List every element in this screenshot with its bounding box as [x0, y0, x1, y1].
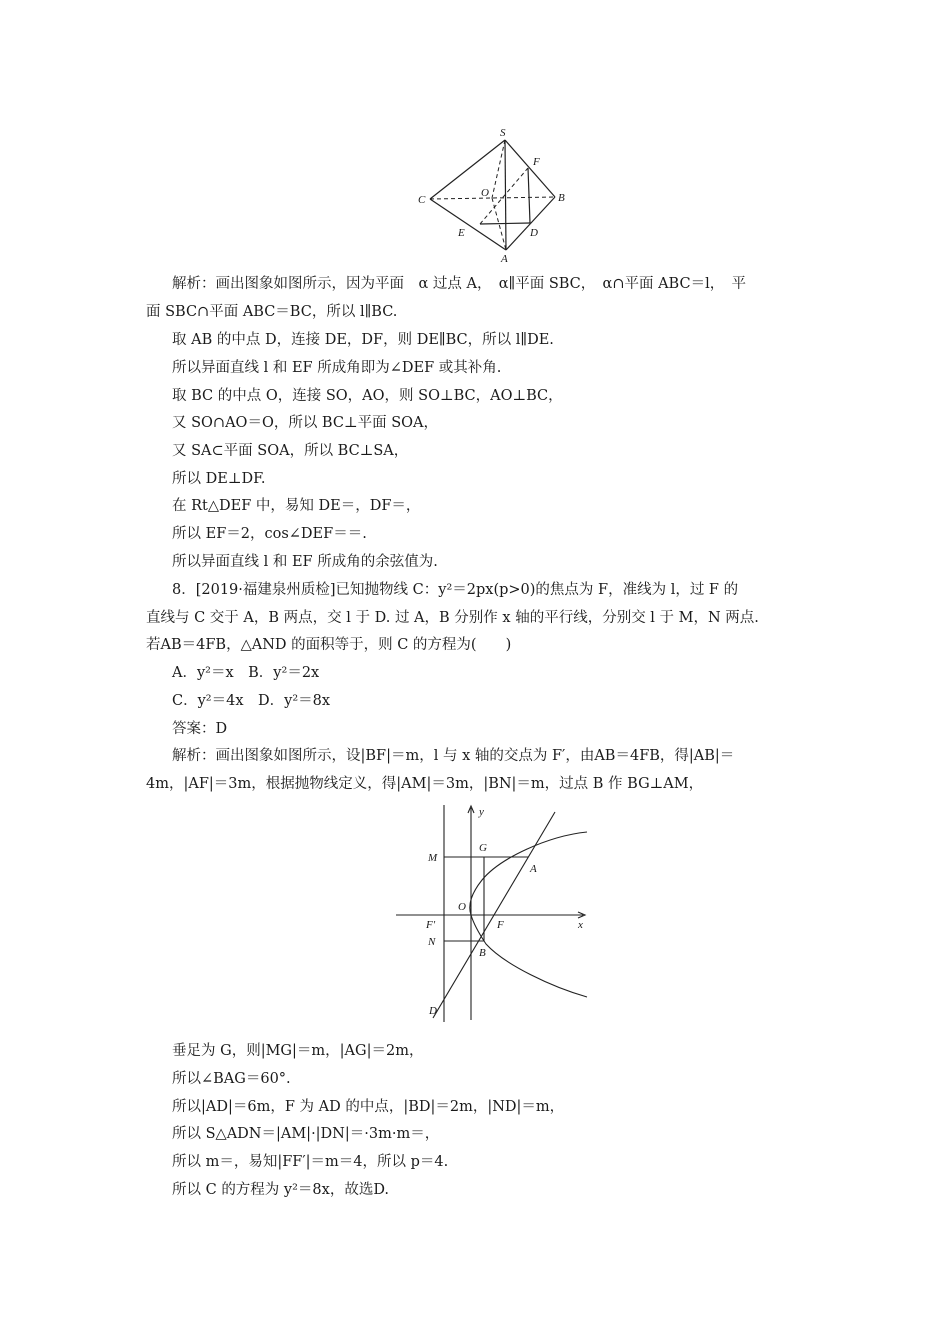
- label-F: F: [497, 919, 504, 931]
- text-line: 所以 S△ADN＝|AM|·|DN|＝·3m·m＝，: [172, 1126, 440, 1142]
- text-line: 取 AB 的中点 D，连接 DE，DF，则 DE∥BC，所以 l∥DE.: [172, 332, 554, 348]
- label-O: O: [481, 187, 489, 199]
- text-line: 4m，|AF|＝3m，根据抛物线定义，得|AM|＝3m，|BN|＝m，过点 B 作 BG⊥AM，: [146, 776, 704, 792]
- label-A: A: [501, 253, 508, 264]
- text-line: A．y²＝x B．y²＝2x: [172, 665, 320, 681]
- parabola-figure: [390, 800, 610, 1025]
- text-line: 直线与 C 交于 A，B 两点，交 l 于 D. 过 A，B 分别作 x 轴的平行线，分别交 l 于 M，N 两点.: [146, 610, 759, 626]
- text-line: 所以 DE⊥DF.: [172, 471, 266, 487]
- label-G: G: [479, 842, 487, 854]
- text-line: 又 SA⊂平面 SOA，所以 BC⊥SA，: [172, 443, 409, 459]
- label-F-prime: F′: [426, 919, 436, 931]
- text-line: 所以∠BAG＝60°.: [172, 1071, 291, 1087]
- text-line: 垂足为 G，则|MG|＝m，|AG|＝2m，: [172, 1043, 424, 1059]
- label-D: D: [429, 1005, 437, 1017]
- text-line: 所以 EF＝2，cos∠DEF＝＝.: [172, 526, 367, 542]
- label-M: M: [428, 852, 438, 864]
- label-A: A: [530, 863, 537, 875]
- text-line: 所以异面直线 l 和 EF 所成角即为∠DEF 或其补角.: [172, 360, 502, 376]
- text-line: 所以|AD|＝6m，F 为 AD 的中点，|BD|＝2m，|ND|＝m，: [172, 1099, 565, 1115]
- label-y: y: [479, 806, 484, 818]
- label-O: O: [458, 901, 466, 913]
- text-line: 若AB＝4FB，△AND 的面积等于，则 C 的方程为( ): [146, 637, 512, 653]
- text-line: 解析：画出图象如图所示，因为平面 α 过点 A， α∥平面 SBC， α∩平面 ABC＝l， 平: [172, 276, 746, 292]
- label-B: B: [558, 192, 565, 204]
- text-line: 又 SO∩AO＝O，所以 BC⊥平面 SOA，: [172, 415, 438, 431]
- text-line: 取 BC 的中点 O，连接 SO，AO，则 SO⊥BC，AO⊥BC，: [172, 388, 563, 404]
- label-B: B: [479, 947, 486, 959]
- text-line: 在 Rt△DEF 中，易知 DE＝，DF＝，: [172, 498, 421, 514]
- text-line: 面 SBC∩平面 ABC＝BC，所以 l∥BC.: [146, 304, 398, 320]
- text-line: 所以 C 的方程为 y²＝8x，故选D.: [172, 1182, 390, 1198]
- label-E: E: [458, 227, 465, 239]
- text-line: 所以 m＝，易知|FF′|＝m＝4，所以 p＝4.: [172, 1154, 449, 1170]
- text-line: 解析：画出图象如图所示，设|BF|＝m，l 与 x 轴的交点为 F′，由AB＝4FB，得|AB|＝: [172, 748, 735, 764]
- text-line: 答案：D: [172, 721, 228, 737]
- label-F: F: [533, 156, 540, 168]
- pyramid-figure: [410, 124, 580, 264]
- text-line: 所以异面直线 l 和 EF 所成角的余弦值为.: [172, 554, 438, 570]
- label-N: N: [428, 936, 436, 948]
- label-x: x: [578, 919, 583, 931]
- text-line: C．y²＝4x D．y²＝8x: [172, 693, 331, 709]
- label-D: D: [530, 227, 538, 239]
- label-C: C: [418, 194, 426, 206]
- text-line: 8．[2019·福建泉州质检]已知抛物线 C：y²＝2px(p>0)的焦点为 F，准线为 l，过 F 的: [172, 582, 739, 598]
- label-S: S: [500, 127, 506, 139]
